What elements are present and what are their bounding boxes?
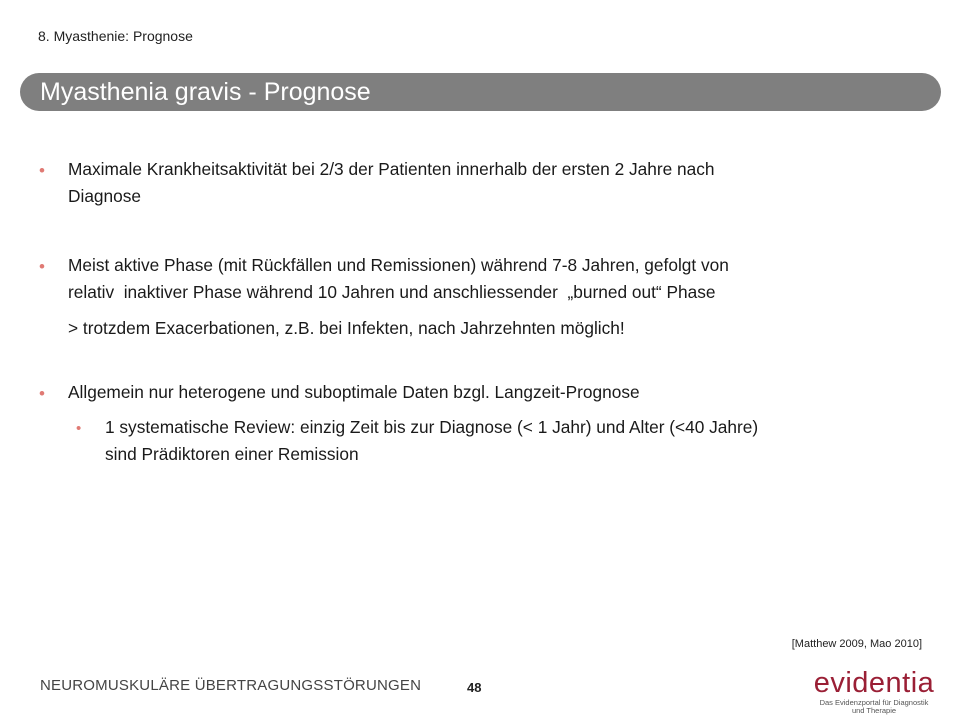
section-label: 8. Myasthenie: Prognose (38, 28, 193, 44)
bullet-marker: • (39, 384, 45, 403)
bullet-1-line-2: Diagnose (68, 186, 142, 206)
footer-text: NEUROMUSKULÄRE ÜBERTRAGUNGSSTÖRUNGEN (40, 677, 422, 694)
sub-bullet-line-1: 1 systematische Review: einzig Zeit bis zur Diagnose (< 1 Jahr) und Alter (<40 Jahre) (105, 417, 759, 437)
bullet-2-note: > trotzdem Exacerbationen, z.B. bei Infekten, nach Jahrzehnten möglich! (68, 318, 625, 338)
bullet-3-line-1: Allgemein nur heterogene und suboptimale Daten bzgl. Langzeit-Prognose (68, 382, 640, 402)
bullet-2-line-2: relativ inaktiver Phase während 10 Jahren und anschliessender „burned out“ Phase (68, 282, 716, 302)
logo-wordmark: evidentia (813, 667, 935, 699)
bullet-2-line-1: Meist aktive Phase (mit Rückfällen und Remissionen) während 7-8 Jahren, gefolgt von (68, 255, 729, 275)
citation: [Matthew 2009, Mao 2010] (791, 638, 922, 650)
slide-title: Myasthenia gravis - Prognose (40, 78, 371, 106)
sub-bullet-marker: • (76, 420, 82, 437)
bullet-1-line-1: Maximale Krankheitsaktivität bei 2/3 der Patienten innerhalb der ersten 2 Jahre nach (68, 159, 715, 179)
sub-bullet-line-2: sind Prädiktoren einer Remission (105, 444, 359, 464)
bullet-marker: • (39, 257, 45, 276)
evidentia-logo (806, 667, 942, 715)
bullet-marker: • (39, 161, 45, 180)
logo-tagline-1: Das Evidenzportal für Diagnostik (819, 698, 929, 707)
logo-tagline-2: und Therapie (851, 706, 897, 715)
page-number: 48 (467, 680, 482, 695)
